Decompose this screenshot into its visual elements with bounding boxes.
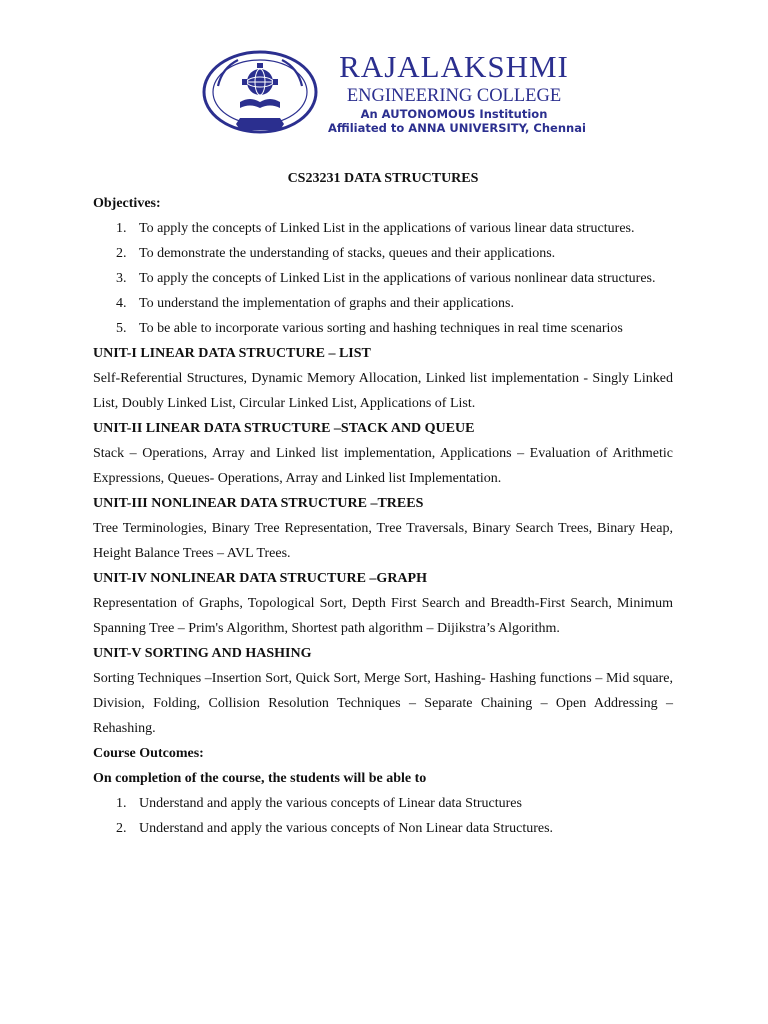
outcome-item: [93, 791, 673, 816]
objectives-heading: Objectives:: [93, 196, 161, 211]
autonomous-line: An AUTONOMOUS Institution: [360, 107, 548, 121]
objective-item: [93, 241, 673, 266]
objective-number: 4.: [116, 296, 127, 311]
objective-number: 1.: [116, 221, 127, 236]
college-text-block: [328, 49, 586, 135]
objective-number: 5.: [116, 321, 127, 336]
outcomes-heading: Course Outcomes:: [93, 746, 204, 761]
unit-heading: UNIT-IV NONLINEAR DATA STRUCTURE –GRAPH: [93, 571, 427, 586]
outcome-number: 2.: [116, 821, 127, 836]
objective-text: To demonstrate the understanding of stacks, queues and their applications.: [139, 246, 556, 261]
unit-heading: UNIT-V SORTING AND HASHING: [93, 646, 312, 661]
college-header: [200, 48, 586, 138]
objectives-list: [93, 216, 673, 341]
affiliation-line: Affiliated to ANNA UNIVERSITY, Chennai: [328, 121, 586, 135]
outcome-number: 1.: [116, 796, 127, 811]
objective-text: To be able to incorporate various sorting and hashing techniques in real time scenarios: [139, 321, 623, 336]
unit-body: Self-Referential Structures, Dynamic Memory Allocation, Linked list implementation - Singly Linked List, Doubly Linked List, Circular Linked List, Applications of List.: [93, 371, 673, 411]
unit-body: Representation of Graphs, Topological Sort, Depth First Search and Breadth-First Search, Minimum Spanning Tree – Prim's Algorithm, Shortest path algorithm – Dijikstra’s Algorithm.: [93, 596, 673, 636]
unit-heading: UNIT-I LINEAR DATA STRUCTURE – LIST: [93, 346, 371, 361]
objective-item: [93, 216, 673, 241]
outcome-text: Understand and apply the various concepts of Non Linear data Structures.: [139, 821, 554, 836]
outcome-text: Understand and apply the various concepts of Linear data Structures: [139, 796, 522, 811]
outcome-item: [93, 816, 673, 841]
objective-item: [93, 291, 673, 316]
objective-item: [93, 316, 673, 341]
unit-body: Tree Terminologies, Binary Tree Representation, Tree Traversals, Binary Search Trees, Binary Heap, Height Balance Trees – AVL Trees.: [93, 521, 673, 561]
objective-text: To apply the concepts of Linked List in the applications of various nonlinear data structures.: [139, 271, 656, 286]
document-title: CS23231 DATA STRUCTURES: [287, 171, 479, 186]
unit-body: Sorting Techniques –Insertion Sort, Quick Sort, Merge Sort, Hashing- Hashing functions – Mid square, Division, Folding, Collision Resolution Techniques – Separate Chaining – Open Addressing – Rehashing.: [93, 671, 673, 736]
objective-text: To understand the implementation of graphs and their applications.: [139, 296, 514, 311]
college-seal-icon: [200, 48, 320, 138]
unit-heading: UNIT-III NONLINEAR DATA STRUCTURE –TREES: [93, 496, 424, 511]
outcomes-intro: On completion of the course, the students will be able to: [93, 771, 427, 786]
college-subtitle: ENGINEERING COLLEGE: [346, 86, 562, 106]
college-name: RAJALAKSHMI: [339, 49, 569, 84]
objective-item: [93, 266, 673, 291]
outcomes-list: [93, 791, 673, 841]
document-body: [93, 166, 673, 841]
objective-text: To apply the concepts of Linked List in the applications of various linear data structures.: [139, 221, 635, 236]
unit-body: Stack – Operations, Array and Linked list implementation, Applications – Evaluation of Arithmetic Expressions, Queues- Operations, Array and Linked list Implementation.: [93, 446, 673, 486]
objective-number: 3.: [116, 271, 127, 286]
unit-heading: UNIT-II LINEAR DATA STRUCTURE –STACK AND QUEUE: [93, 421, 475, 436]
objective-number: 2.: [116, 246, 127, 261]
